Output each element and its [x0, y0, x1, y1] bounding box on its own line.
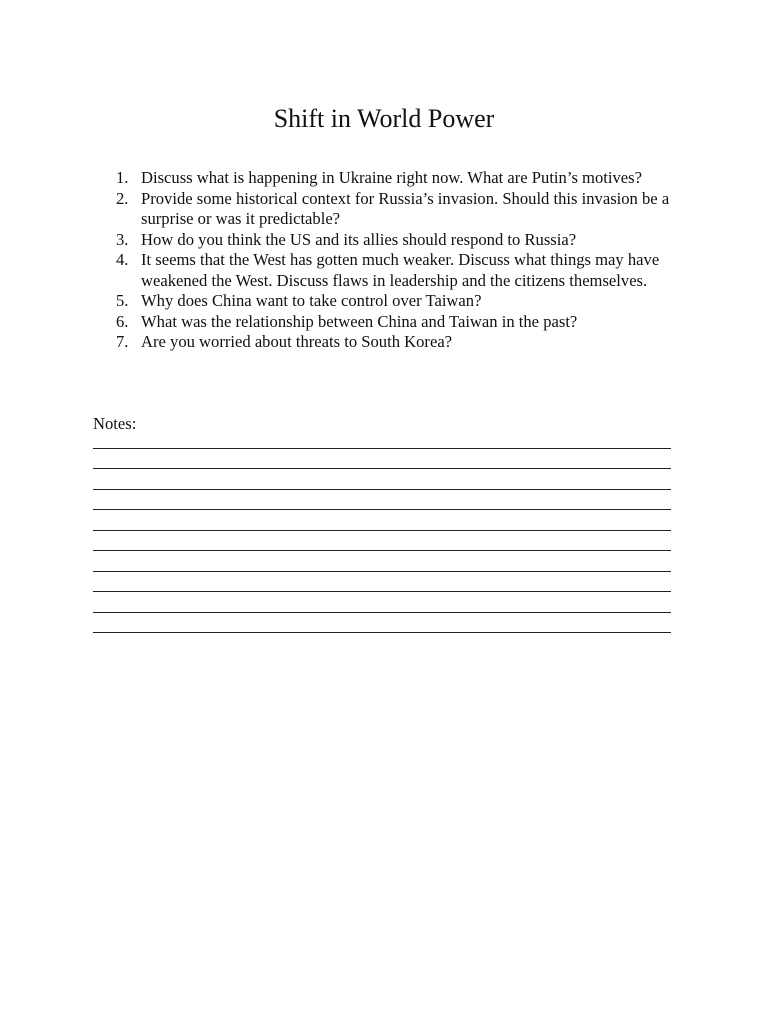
question-number: 1. — [116, 168, 129, 187]
note-line — [93, 490, 671, 511]
question-text: Are you worried about threats to South Korea? — [141, 332, 453, 351]
question-text: How do you think the US and its allies should respond to Russia? — [141, 229, 577, 249]
question-item — [116, 291, 696, 312]
notes-writing-area — [93, 428, 671, 643]
note-line — [93, 551, 671, 572]
note-line — [93, 469, 671, 490]
question-text: It seems that the West has gotten much weaker. Discuss what things may have weakened the West. Discuss flaws in leadership and the citizens themselves. — [141, 250, 660, 290]
question-item — [116, 250, 696, 291]
question-number: 5. — [116, 291, 129, 310]
question-item — [116, 230, 696, 251]
note-line — [93, 510, 671, 531]
question-item — [116, 332, 696, 353]
question-number: 7. — [116, 332, 129, 351]
question-item — [116, 189, 696, 230]
question-number: 3. — [116, 229, 129, 249]
notes-label: Notes: — [93, 414, 137, 433]
note-line — [93, 531, 671, 552]
question-number: 6. — [116, 311, 129, 331]
question-text: Why does China want to take control over Taiwan? — [141, 291, 482, 310]
question-text: Discuss what is happening in Ukraine right now. What are Putin’s motives? — [141, 168, 642, 187]
question-item — [116, 168, 696, 189]
note-line — [93, 572, 671, 593]
question-text: Provide some historical context for Russia’s invasion. Should this invasion be a surprise or was it predictable? — [141, 188, 670, 228]
note-line — [93, 613, 671, 634]
question-list — [116, 168, 696, 353]
note-line — [93, 449, 671, 470]
question-number: 2. — [116, 188, 129, 208]
note-line — [93, 428, 671, 449]
question-text: What was the relationship between China and Taiwan in the past? — [141, 311, 578, 331]
question-item — [116, 312, 696, 333]
question-number: 4. — [116, 250, 129, 269]
page-title: Shift in World Power — [273, 104, 495, 133]
note-line — [93, 592, 671, 613]
